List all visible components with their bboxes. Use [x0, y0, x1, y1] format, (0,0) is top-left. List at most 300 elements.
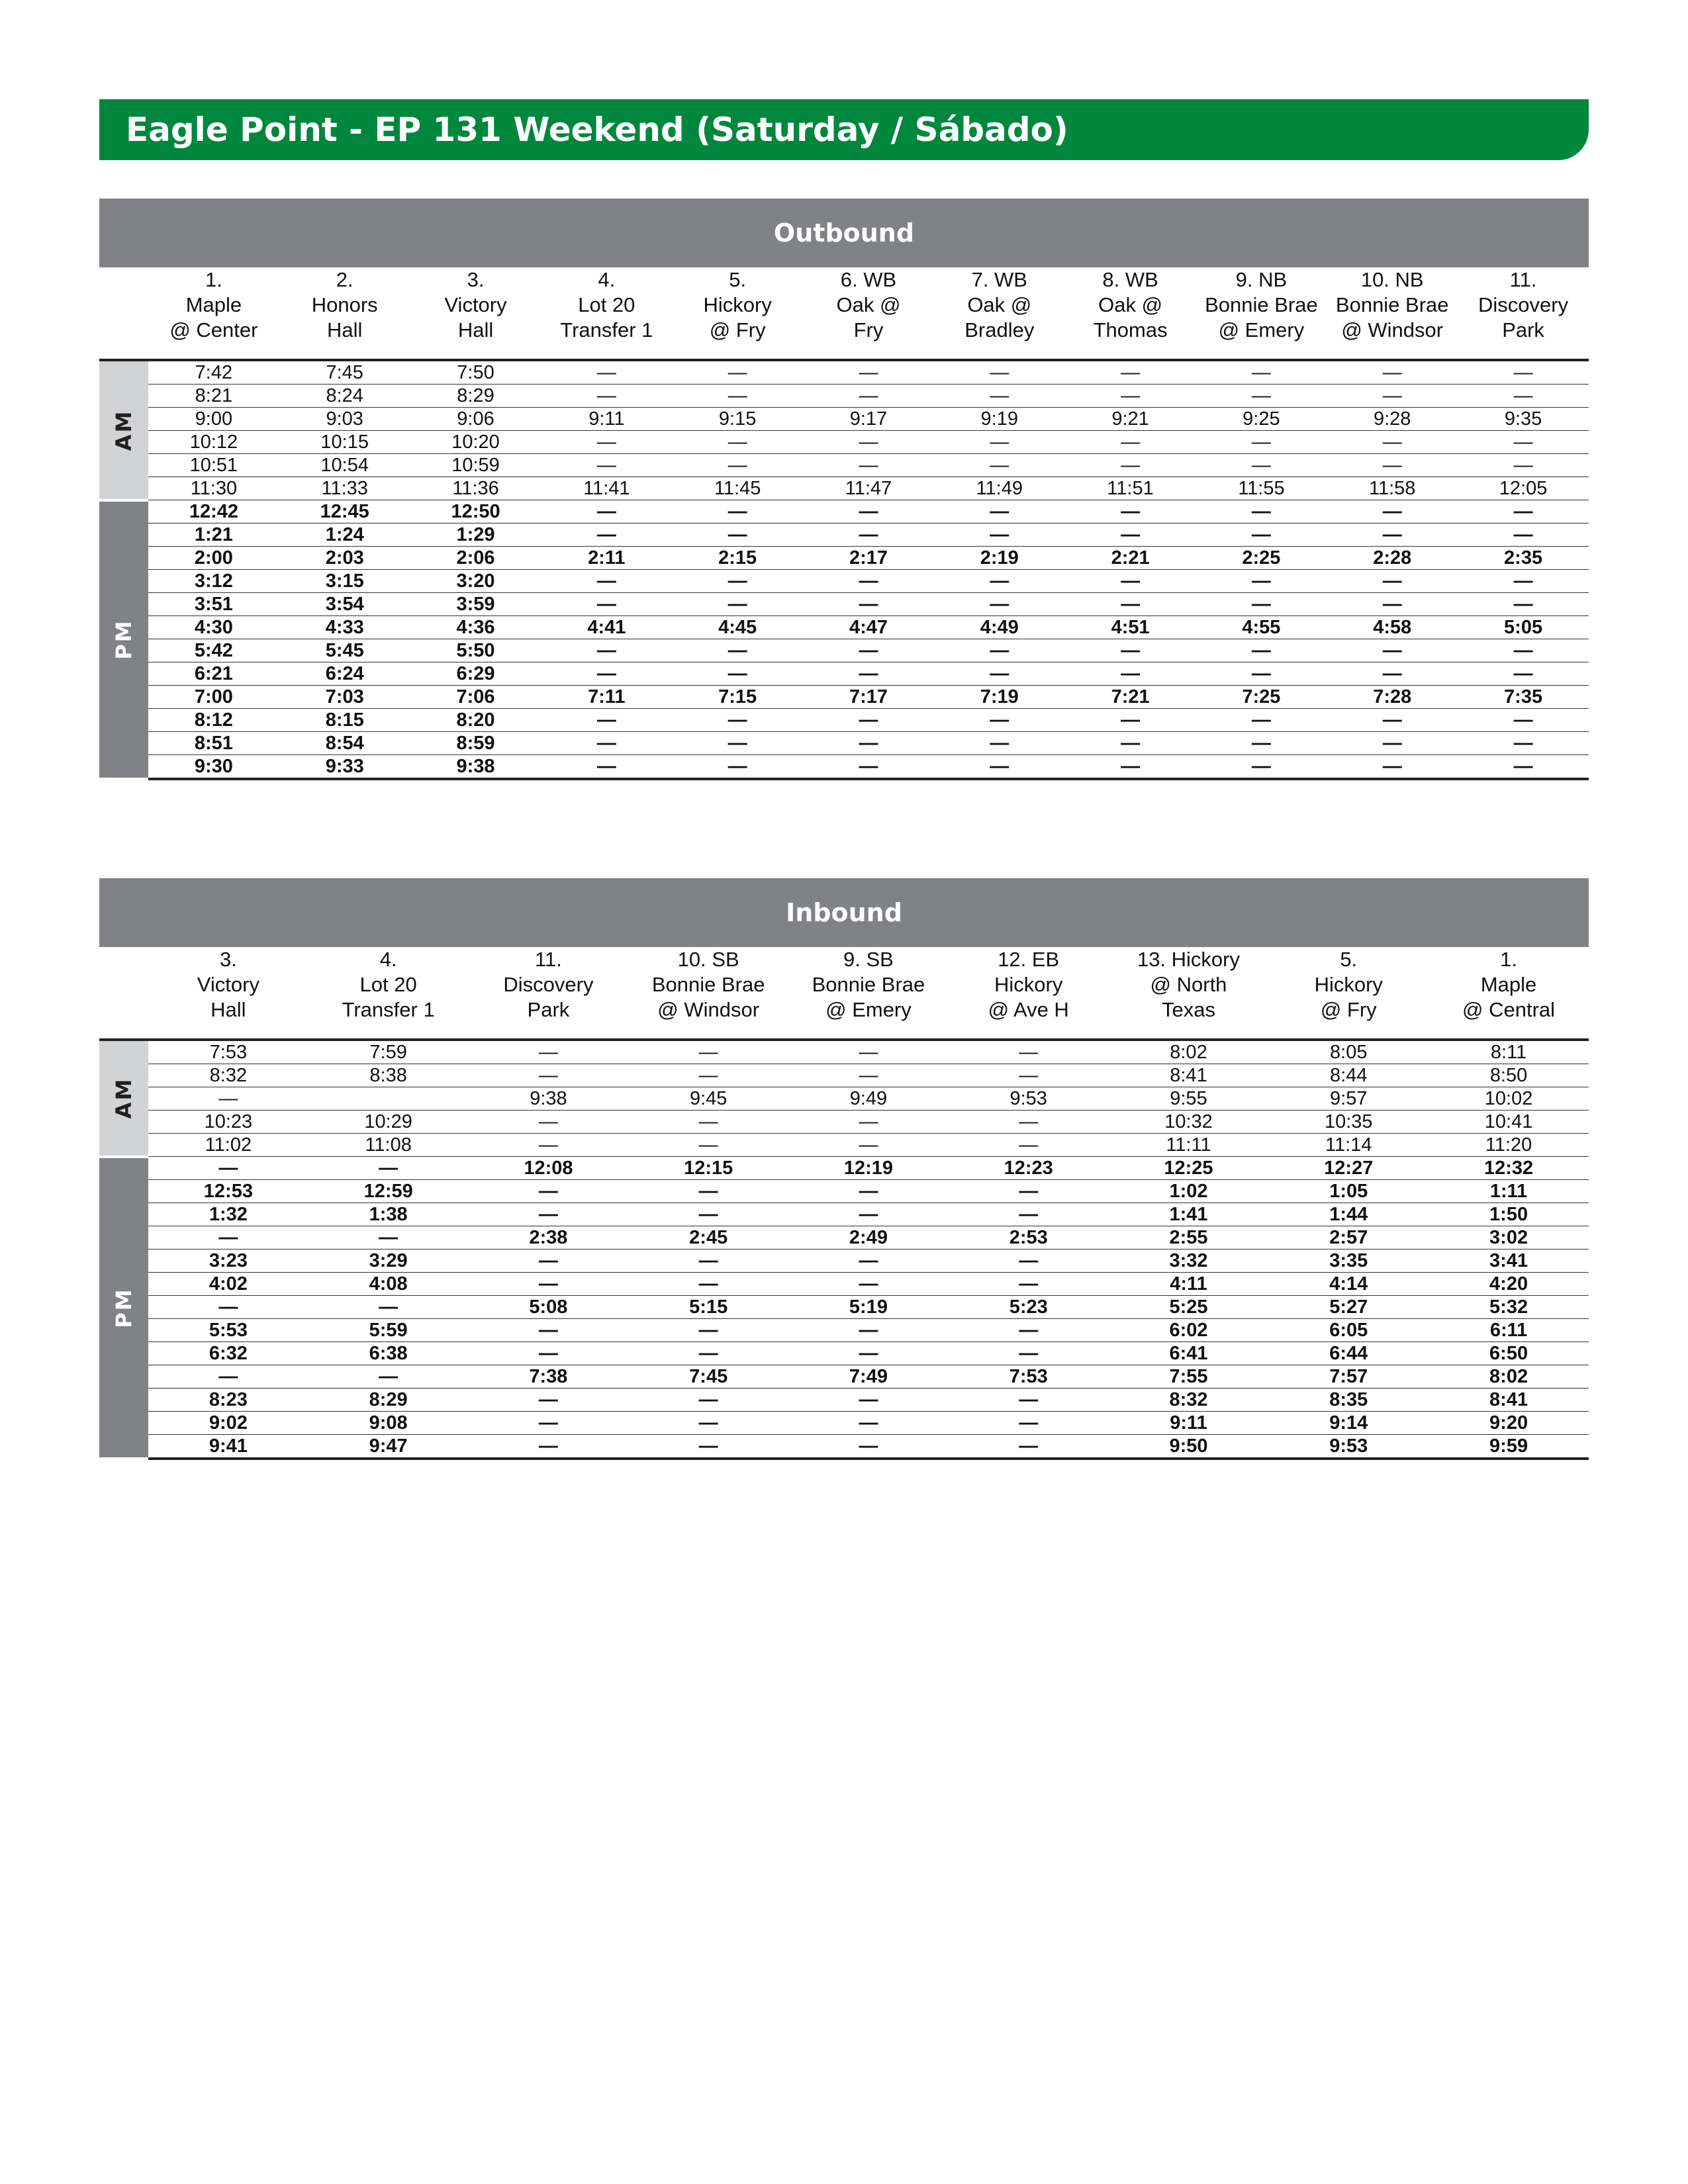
time-cell: 8:20: [410, 709, 541, 732]
time-cell: —: [628, 1388, 788, 1412]
time-cell: 9:35: [1458, 408, 1589, 431]
time-cell: 8:12: [148, 709, 279, 732]
stop-header-line: Discovery: [503, 973, 594, 996]
time-cell: —: [148, 1226, 308, 1250]
time-cell: 4:14: [1268, 1273, 1429, 1296]
time-cell: —: [949, 1203, 1109, 1226]
time-cell: 12:59: [308, 1180, 469, 1203]
time-cell: 8:50: [1429, 1064, 1589, 1087]
time-cell: 1:38: [308, 1203, 469, 1226]
stop-header-line: 9. NB: [1235, 268, 1288, 291]
time-cell: 5:27: [1268, 1296, 1429, 1319]
time-cell: 2:38: [469, 1226, 629, 1250]
time-cell: —: [1196, 593, 1327, 616]
time-cell: 12:32: [1429, 1157, 1589, 1180]
time-cell: 9:25: [1196, 408, 1327, 431]
time-cell: 8:21: [148, 385, 279, 408]
time-cell: 6:32: [148, 1342, 308, 1365]
time-cell: —: [788, 1203, 949, 1226]
page-title: Eagle Point - EP 131 Weekend (Saturday / Sábado): [99, 99, 1589, 160]
time-cell: 4:08: [308, 1273, 469, 1296]
stop-header-line: 10. NB: [1360, 268, 1424, 291]
time-cell: 5:59: [308, 1319, 469, 1342]
stop-header: [1327, 267, 1458, 360]
time-cell: 2:06: [410, 547, 541, 570]
time-cell: 6:02: [1109, 1319, 1269, 1342]
time-cell: —: [788, 1435, 949, 1459]
time-cell: —: [469, 1273, 629, 1296]
time-cell: 4:30: [148, 616, 279, 639]
time-cell: 2:45: [628, 1226, 788, 1250]
time-cell: —: [541, 662, 672, 686]
time-cell: —: [469, 1319, 629, 1342]
time-cell: —: [934, 523, 1065, 547]
time-cell: —: [1196, 732, 1327, 755]
time-cell: 9:11: [541, 408, 672, 431]
stop-header-line: 1.: [1500, 948, 1517, 971]
time-cell: 7:15: [672, 686, 803, 709]
time-cell: 5:15: [628, 1296, 788, 1319]
time-cell: —: [803, 431, 934, 454]
time-cell: —: [672, 639, 803, 662]
time-cell: —: [469, 1203, 629, 1226]
time-cell: 9:38: [410, 755, 541, 780]
time-cell: 8:02: [1429, 1365, 1589, 1388]
time-cell: —: [469, 1040, 629, 1064]
time-cell: 3:15: [279, 570, 410, 593]
time-cell: 4:58: [1327, 616, 1458, 639]
time-cell: 8:54: [279, 732, 410, 755]
time-cell: 9:41: [148, 1435, 308, 1459]
inbound-schedule-table: [99, 947, 1589, 1460]
time-cell: 5:53: [148, 1319, 308, 1342]
time-cell: 4:02: [148, 1273, 308, 1296]
table-row: [99, 1388, 1589, 1412]
time-cell: —: [934, 593, 1065, 616]
stop-header-line: @ Central: [1462, 998, 1556, 1021]
time-cell: 7:53: [949, 1365, 1109, 1388]
table-row: [99, 1342, 1589, 1365]
time-cell: 10:29: [308, 1111, 469, 1134]
time-cell: —: [803, 662, 934, 686]
time-cell: 4:36: [410, 616, 541, 639]
time-cell: —: [541, 593, 672, 616]
time-cell: 3:59: [410, 593, 541, 616]
time-cell: —: [148, 1365, 308, 1388]
header-row: [99, 267, 1589, 360]
time-cell: 1:02: [1109, 1180, 1269, 1203]
time-cell: —: [672, 732, 803, 755]
time-cell: 9:03: [279, 408, 410, 431]
time-cell: 11:47: [803, 477, 934, 500]
time-cell: —: [1065, 593, 1196, 616]
time-cell: —: [949, 1180, 1109, 1203]
stop-header: [469, 947, 629, 1040]
time-cell: —: [1458, 360, 1589, 385]
time-cell: 7:25: [1196, 686, 1327, 709]
time-cell: 8:41: [1429, 1388, 1589, 1412]
time-cell: 9:17: [803, 408, 934, 431]
time-cell: —: [803, 709, 934, 732]
stop-header-line: Bradley: [964, 318, 1035, 341]
time-cell: 4:33: [279, 616, 410, 639]
time-cell: —: [803, 593, 934, 616]
time-cell: 3:54: [279, 593, 410, 616]
time-cell: —: [803, 360, 934, 385]
time-cell: 9:47: [308, 1435, 469, 1459]
time-cell: 3:12: [148, 570, 279, 593]
time-cell: —: [1065, 709, 1196, 732]
time-cell: 4:47: [803, 616, 934, 639]
time-cell: —: [1327, 732, 1458, 755]
pm-period-label: PM: [111, 619, 136, 660]
time-cell: 6:50: [1429, 1342, 1589, 1365]
table-row: [99, 1087, 1589, 1111]
stop-header-line: Bonnie Brae: [1335, 293, 1449, 316]
header-corner: [99, 947, 148, 1040]
table-row: [99, 1296, 1589, 1319]
table-row: [99, 1180, 1589, 1203]
time-cell: —: [949, 1435, 1109, 1459]
time-cell: 9:38: [469, 1087, 629, 1111]
time-cell: —: [934, 639, 1065, 662]
time-cell: —: [628, 1342, 788, 1365]
time-cell: —: [1327, 662, 1458, 686]
time-cell: 4:11: [1109, 1273, 1269, 1296]
time-cell: —: [672, 570, 803, 593]
time-cell: —: [1327, 570, 1458, 593]
stop-header-line: 10. SB: [677, 948, 739, 971]
stop-header-line: Hickory: [994, 973, 1063, 996]
time-cell: —: [934, 662, 1065, 686]
time-cell: —: [1458, 454, 1589, 477]
stop-header: [803, 267, 934, 360]
time-cell: —: [541, 360, 672, 385]
time-cell: —: [949, 1388, 1109, 1412]
time-cell: —: [949, 1273, 1109, 1296]
time-cell: —: [788, 1250, 949, 1273]
time-cell: —: [1327, 454, 1458, 477]
time-cell: —: [1327, 755, 1458, 780]
time-cell: 3:32: [1109, 1250, 1269, 1273]
time-cell: —: [1458, 500, 1589, 523]
time-cell: —: [1196, 570, 1327, 593]
time-cell: —: [541, 732, 672, 755]
stop-header: [949, 947, 1109, 1040]
stop-header-line: Fry: [853, 318, 884, 341]
stop-header-line: @ Windsor: [1341, 318, 1444, 341]
time-cell: —: [308, 1157, 469, 1180]
time-cell: —: [1196, 662, 1327, 686]
time-cell: 2:03: [279, 547, 410, 570]
time-cell: 6:24: [279, 662, 410, 686]
time-cell: 9:14: [1268, 1412, 1429, 1435]
time-cell: —: [1196, 709, 1327, 732]
time-cell: 2:17: [803, 547, 934, 570]
table-row: [99, 454, 1589, 477]
time-cell: 3:51: [148, 593, 279, 616]
time-cell: 11:58: [1327, 477, 1458, 500]
time-cell: —: [788, 1412, 949, 1435]
stop-header-line: Bonnie Brae: [651, 973, 765, 996]
time-cell: 10:15: [279, 431, 410, 454]
time-cell: —: [949, 1064, 1109, 1087]
time-cell: —: [1458, 523, 1589, 547]
time-cell: 7:59: [308, 1040, 469, 1064]
time-cell: —: [1196, 360, 1327, 385]
time-cell: —: [1327, 360, 1458, 385]
time-cell: 9:45: [628, 1087, 788, 1111]
time-cell: 12:27: [1268, 1157, 1429, 1180]
stop-header-line: Hall: [211, 998, 246, 1021]
stop-header-line: @ Emery: [1218, 318, 1305, 341]
pm-period-label: PM: [111, 1287, 136, 1328]
time-cell: —: [1065, 639, 1196, 662]
time-cell: —: [934, 500, 1065, 523]
time-cell: —: [1196, 431, 1327, 454]
time-cell: —: [1196, 500, 1327, 523]
time-cell: —: [541, 755, 672, 780]
time-cell: 11:41: [541, 477, 672, 500]
time-cell: —: [1196, 523, 1327, 547]
time-cell: 10:59: [410, 454, 541, 477]
stop-header-line: 6. WB: [840, 268, 897, 291]
time-cell: —: [541, 639, 672, 662]
time-cell: 10:20: [410, 431, 541, 454]
time-cell: —: [1327, 639, 1458, 662]
time-cell: 8:59: [410, 732, 541, 755]
time-cell: —: [672, 360, 803, 385]
time-cell: —: [1065, 454, 1196, 477]
stop-header-line: 11.: [1509, 268, 1537, 291]
stop-header-line: 13. Hickory: [1137, 948, 1240, 971]
stop-header-line: Park: [527, 998, 570, 1021]
time-cell: —: [541, 570, 672, 593]
time-cell: —: [934, 431, 1065, 454]
stop-header-line: @ Emery: [825, 998, 912, 1021]
time-cell: 10:12: [148, 431, 279, 454]
time-cell: 10:23: [148, 1111, 308, 1134]
time-cell: 2:15: [672, 547, 803, 570]
time-cell: 3:35: [1268, 1250, 1429, 1273]
time-cell: 9:06: [410, 408, 541, 431]
table-row: [99, 732, 1589, 755]
time-cell: 1:29: [410, 523, 541, 547]
table-row: [99, 385, 1589, 408]
time-cell: 11:08: [308, 1134, 469, 1157]
stop-header-line: Oak @: [967, 293, 1032, 316]
time-cell: 9:11: [1109, 1412, 1269, 1435]
time-cell: 8:24: [279, 385, 410, 408]
stop-header: [308, 947, 469, 1040]
time-cell: —: [672, 593, 803, 616]
table-row: [99, 709, 1589, 732]
table-row: [99, 570, 1589, 593]
time-cell: —: [949, 1412, 1109, 1435]
time-cell: —: [469, 1134, 629, 1157]
am-period-band: [99, 1040, 148, 1157]
time-cell: 12:08: [469, 1157, 629, 1180]
time-cell: 11:36: [410, 477, 541, 500]
time-cell: —: [934, 732, 1065, 755]
time-cell: —: [308, 1296, 469, 1319]
time-cell: 2:19: [934, 547, 1065, 570]
time-cell: —: [803, 570, 934, 593]
time-cell: 7:06: [410, 686, 541, 709]
time-cell: —: [803, 732, 934, 755]
stop-header-line: Maple: [185, 293, 242, 316]
time-cell: 11:51: [1065, 477, 1196, 500]
stop-header-line: Texas: [1161, 998, 1215, 1021]
time-cell: —: [148, 1087, 308, 1111]
table-row: [99, 360, 1589, 385]
time-cell: 7:42: [148, 360, 279, 385]
time-cell: —: [803, 523, 934, 547]
time-cell: 1:32: [148, 1203, 308, 1226]
header-corner: [99, 267, 148, 360]
stop-header: [1458, 267, 1589, 360]
time-cell: —: [469, 1111, 629, 1134]
time-cell: —: [1196, 385, 1327, 408]
time-cell: 7:50: [410, 360, 541, 385]
time-cell: —: [628, 1412, 788, 1435]
time-cell: 10:54: [279, 454, 410, 477]
time-cell: 8:05: [1268, 1040, 1429, 1064]
time-cell: 8:44: [1268, 1064, 1429, 1087]
time-cell: 4:41: [541, 616, 672, 639]
time-cell: 8:41: [1109, 1064, 1269, 1087]
time-cell: —: [1458, 593, 1589, 616]
stop-header-line: @ Ave H: [988, 998, 1069, 1021]
time-cell: 8:38: [308, 1064, 469, 1087]
table-row: [99, 1203, 1589, 1226]
time-cell: 9:15: [672, 408, 803, 431]
stop-header-line: Oak @: [836, 293, 901, 316]
time-cell: 9:28: [1327, 408, 1458, 431]
time-cell: —: [672, 709, 803, 732]
time-cell: 10:35: [1268, 1111, 1429, 1134]
time-cell: 7:03: [279, 686, 410, 709]
time-cell: 12:42: [148, 500, 279, 523]
time-cell: 1:21: [148, 523, 279, 547]
time-cell: 11:49: [934, 477, 1065, 500]
time-cell: —: [541, 500, 672, 523]
time-cell: 6:11: [1429, 1319, 1589, 1342]
inbound-section: [99, 878, 1589, 1460]
time-cell: —: [934, 709, 1065, 732]
time-cell: —: [803, 500, 934, 523]
time-cell: 9:33: [279, 755, 410, 780]
time-cell: —: [469, 1250, 629, 1273]
time-cell: 2:55: [1109, 1226, 1269, 1250]
time-cell: 4:49: [934, 616, 1065, 639]
table-row: [99, 1412, 1589, 1435]
time-cell: 11:11: [1109, 1134, 1269, 1157]
time-cell: 4:55: [1196, 616, 1327, 639]
stop-header-line: Lot 20: [359, 973, 417, 996]
time-cell: 9:53: [949, 1087, 1109, 1111]
time-cell: 9:53: [1268, 1435, 1429, 1459]
time-cell: —: [1327, 500, 1458, 523]
time-cell: 9:00: [148, 408, 279, 431]
time-cell: —: [672, 755, 803, 780]
time-cell: 8:29: [410, 385, 541, 408]
time-cell: 5:19: [788, 1296, 949, 1319]
time-cell: 2:53: [949, 1226, 1109, 1250]
table-row: [99, 639, 1589, 662]
table-row: [99, 523, 1589, 547]
time-cell: —: [788, 1040, 949, 1064]
stop-header-line: Victory: [197, 973, 259, 996]
time-cell: —: [949, 1319, 1109, 1342]
time-cell: —: [541, 709, 672, 732]
time-cell: —: [672, 662, 803, 686]
table-row: [99, 755, 1589, 780]
table-row: [99, 431, 1589, 454]
stop-header-line: Lot 20: [578, 293, 635, 316]
stop-header-line: Discovery: [1478, 293, 1569, 316]
time-cell: 10:41: [1429, 1111, 1589, 1134]
time-cell: —: [469, 1064, 629, 1087]
time-cell: —: [1065, 431, 1196, 454]
time-cell: 6:44: [1268, 1342, 1429, 1365]
stop-header-line: Hickory: [1314, 973, 1383, 996]
time-cell: 6:41: [1109, 1342, 1269, 1365]
stop-header-line: @ Windsor: [657, 998, 760, 1021]
outbound-heading: Outbound: [99, 199, 1589, 267]
time-cell: 2:49: [788, 1226, 949, 1250]
stop-header-line: 4.: [379, 948, 397, 971]
stop-header: [1109, 947, 1269, 1040]
time-cell: —: [803, 454, 934, 477]
time-cell: —: [1458, 662, 1589, 686]
time-cell: —: [1065, 732, 1196, 755]
time-cell: 11:30: [148, 477, 279, 500]
time-cell: —: [788, 1180, 949, 1203]
time-cell: —: [1065, 500, 1196, 523]
time-cell: 9:20: [1429, 1412, 1589, 1435]
table-row: [99, 1040, 1589, 1064]
stop-header-line: Park: [1502, 318, 1544, 341]
am-period-band: [99, 360, 148, 500]
stop-header: [1429, 947, 1589, 1040]
time-cell: —: [788, 1273, 949, 1296]
time-cell: 6:29: [410, 662, 541, 686]
time-cell: 8:32: [1109, 1388, 1269, 1412]
time-cell: 9:21: [1065, 408, 1196, 431]
stop-header: [279, 267, 410, 360]
time-cell: 9:50: [1109, 1435, 1269, 1459]
header-row: [99, 947, 1589, 1040]
time-cell: 2:57: [1268, 1226, 1429, 1250]
time-cell: —: [672, 454, 803, 477]
time-cell: 5:32: [1429, 1296, 1589, 1319]
time-cell: —: [788, 1319, 949, 1342]
time-cell: 10:32: [1109, 1111, 1269, 1134]
time-cell: 6:38: [308, 1342, 469, 1365]
time-cell: 8:15: [279, 709, 410, 732]
time-cell: —: [148, 1157, 308, 1180]
time-cell: —: [469, 1388, 629, 1412]
time-cell: —: [803, 639, 934, 662]
time-cell: 11:45: [672, 477, 803, 500]
time-cell: 3:23: [148, 1250, 308, 1273]
pm-period-band: [99, 500, 148, 780]
time-cell: —: [1065, 360, 1196, 385]
stop-header-line: 8. WB: [1102, 268, 1158, 291]
time-cell: 7:17: [803, 686, 934, 709]
time-cell: 7:21: [1065, 686, 1196, 709]
